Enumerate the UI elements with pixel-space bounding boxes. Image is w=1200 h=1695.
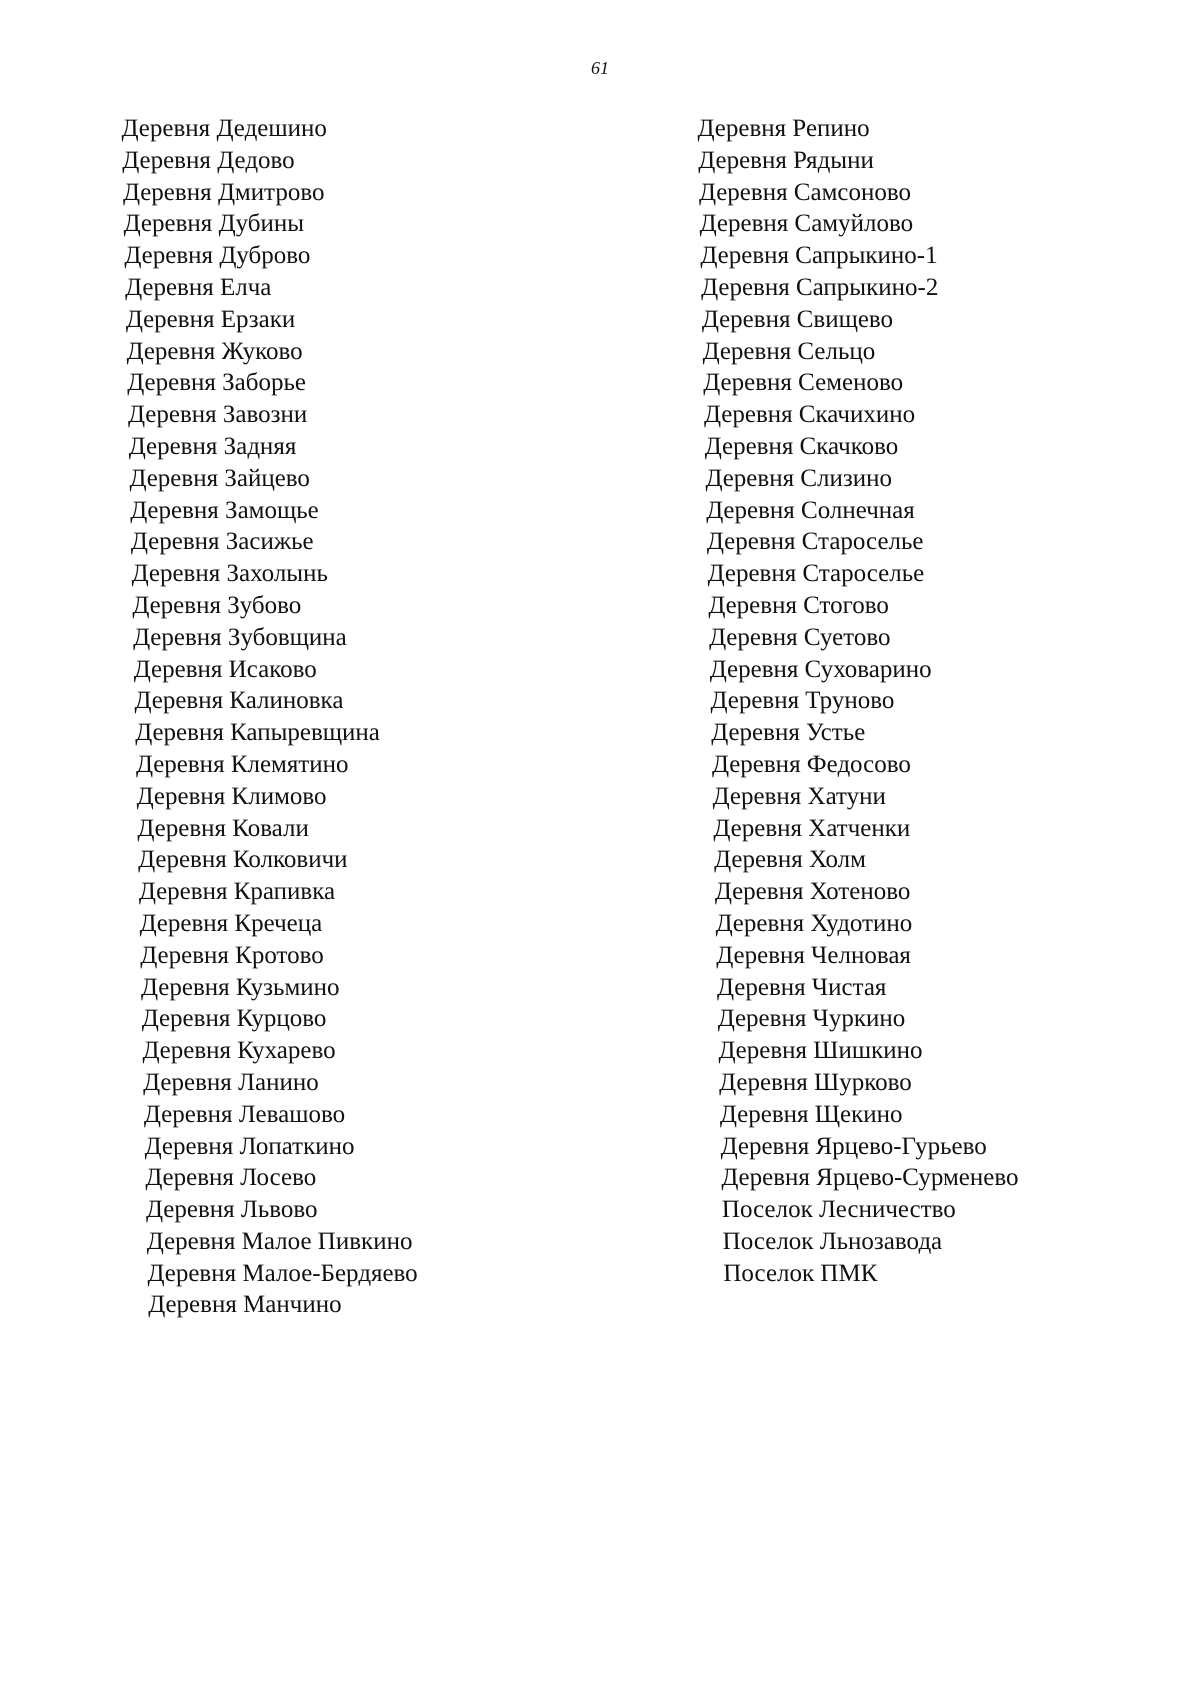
settlement-item: Деревня Репино: [697, 115, 870, 142]
settlement-item: Деревня Зубово: [131, 591, 302, 619]
settlement-item: Деревня Шишкино: [717, 1037, 923, 1065]
settlement-item: Деревня Свищево: [701, 305, 894, 333]
settlement-item: Деревня Елча: [124, 273, 272, 301]
settlement-item: Деревня Клемятино: [135, 750, 349, 778]
settlement-item: Деревня Колковичи: [137, 846, 348, 874]
settlement-item: Деревня Федосово: [711, 750, 912, 778]
settlement-item: Деревня Щекино: [719, 1100, 903, 1128]
settlement-item: Деревня Староселье: [706, 528, 924, 556]
settlement-item: Деревня Задняя: [128, 432, 297, 460]
settlement-item: Деревня Жуково: [126, 337, 303, 365]
settlement-item: Деревня Устье: [710, 719, 866, 747]
settlement-item: Деревня Челновая: [715, 941, 912, 969]
settlement-item: Поселок Льнозавода: [722, 1227, 943, 1255]
settlement-item: Деревня Солнечная: [705, 496, 916, 524]
settlement-item: Деревня Стогово: [707, 591, 890, 619]
settlement-item: Деревня Ерзаки: [125, 305, 296, 333]
settlement-item: Деревня Скачихино: [703, 401, 916, 429]
settlement-item: Деревня Дедово: [121, 146, 295, 174]
settlement-item: Деревня Климово: [136, 782, 327, 810]
settlement-item: Деревня Манчино: [147, 1291, 342, 1319]
settlement-item: Деревня Самуйлово: [699, 210, 914, 238]
settlement-item: Деревня Малое Пивкино: [146, 1227, 413, 1255]
settlement-item: Деревня Кречеца: [139, 909, 323, 937]
settlement-item: Деревня Львово: [145, 1196, 318, 1224]
settlement-item: Деревня Зайцево: [128, 464, 311, 492]
settlement-item: Деревня Замощье: [129, 496, 319, 524]
page-number: 61: [591, 58, 609, 78]
settlement-item: Деревня Ярцево-Сурменево: [720, 1164, 1019, 1192]
settlement-item: Деревня Староселье: [707, 560, 925, 588]
settlement-item: Деревня Крапивка: [138, 878, 336, 906]
settlement-item: Деревня Зубовщина: [132, 623, 348, 651]
settlement-item: Деревня Суетово: [708, 623, 891, 651]
settlement-item: Деревня Засижье: [130, 528, 314, 556]
settlement-item: Деревня Сапрыкино-1: [699, 242, 938, 270]
settlement-item: Деревня Чуркино: [717, 1005, 906, 1033]
settlement-item: Деревня Слизино: [704, 464, 893, 492]
settlement-item: Деревня Ланино: [142, 1068, 319, 1096]
settlement-item: Деревня Сельцо: [702, 337, 876, 365]
settlement-item: Деревня Лопаткино: [144, 1132, 355, 1160]
settlement-item: Деревня Захолынь: [131, 560, 329, 588]
settlement-item: Деревня Кузьмино: [140, 973, 340, 1001]
settlement-item: Деревня Хатуни: [712, 782, 887, 810]
settlement-item: Деревня Завозни: [127, 401, 308, 429]
settlement-item: Деревня Левашово: [143, 1100, 346, 1128]
settlement-item: Деревня Калиновка: [134, 687, 344, 715]
settlement-item: Деревня Чистая: [716, 973, 887, 1001]
settlement-item: Деревня Дмитрово: [122, 178, 325, 206]
settlement-list-right: [697, 113, 1021, 1289]
settlement-item: Деревня Самсоново: [698, 178, 912, 206]
settlement-item: Деревня Сапрыкино-2: [700, 273, 939, 301]
settlement-item: Деревня Дедешино: [121, 115, 328, 142]
settlement-item: Деревня Суховарино: [709, 655, 932, 683]
settlement-item: Деревня Хотеново: [714, 878, 911, 906]
settlement-item: Деревня Кухарево: [141, 1037, 336, 1065]
settlement-item: Поселок ПМК: [723, 1259, 878, 1287]
settlement-item: Деревня Скачково: [704, 432, 899, 460]
settlement-item: Деревня Лосево: [144, 1164, 317, 1192]
settlement-item: Деревня Худотино: [715, 909, 913, 937]
settlement-item: Деревня Кротово: [139, 941, 324, 969]
settlement-item: Деревня Семеново: [702, 369, 904, 397]
settlement-item: Деревня Заборье: [126, 369, 307, 397]
settlement-item: Деревня Холм: [713, 846, 867, 874]
settlement-item: Деревня Исаково: [133, 655, 317, 683]
settlement-item: Деревня Курцово: [141, 1005, 327, 1033]
settlement-item: Деревня Шурково: [718, 1068, 913, 1096]
settlement-item: Деревня Рядыни: [697, 146, 875, 174]
settlement-item: Деревня Ярцево-Гурьево: [720, 1132, 987, 1160]
settlement-item: Деревня Дубины: [123, 210, 305, 238]
settlement-item: Деревня Хатченки: [712, 814, 911, 842]
settlement-item: Деревня Труново: [710, 687, 895, 715]
settlement-item: Деревня Малое-Бердяево: [147, 1259, 418, 1287]
settlement-list-left: [121, 113, 419, 1321]
settlement-item: Деревня Дуброво: [123, 242, 311, 270]
settlement-item: Деревня Капыревщина: [134, 719, 381, 747]
settlement-item: Деревня Ковали: [136, 814, 310, 842]
settlement-item: Поселок Лесничество: [721, 1196, 957, 1224]
